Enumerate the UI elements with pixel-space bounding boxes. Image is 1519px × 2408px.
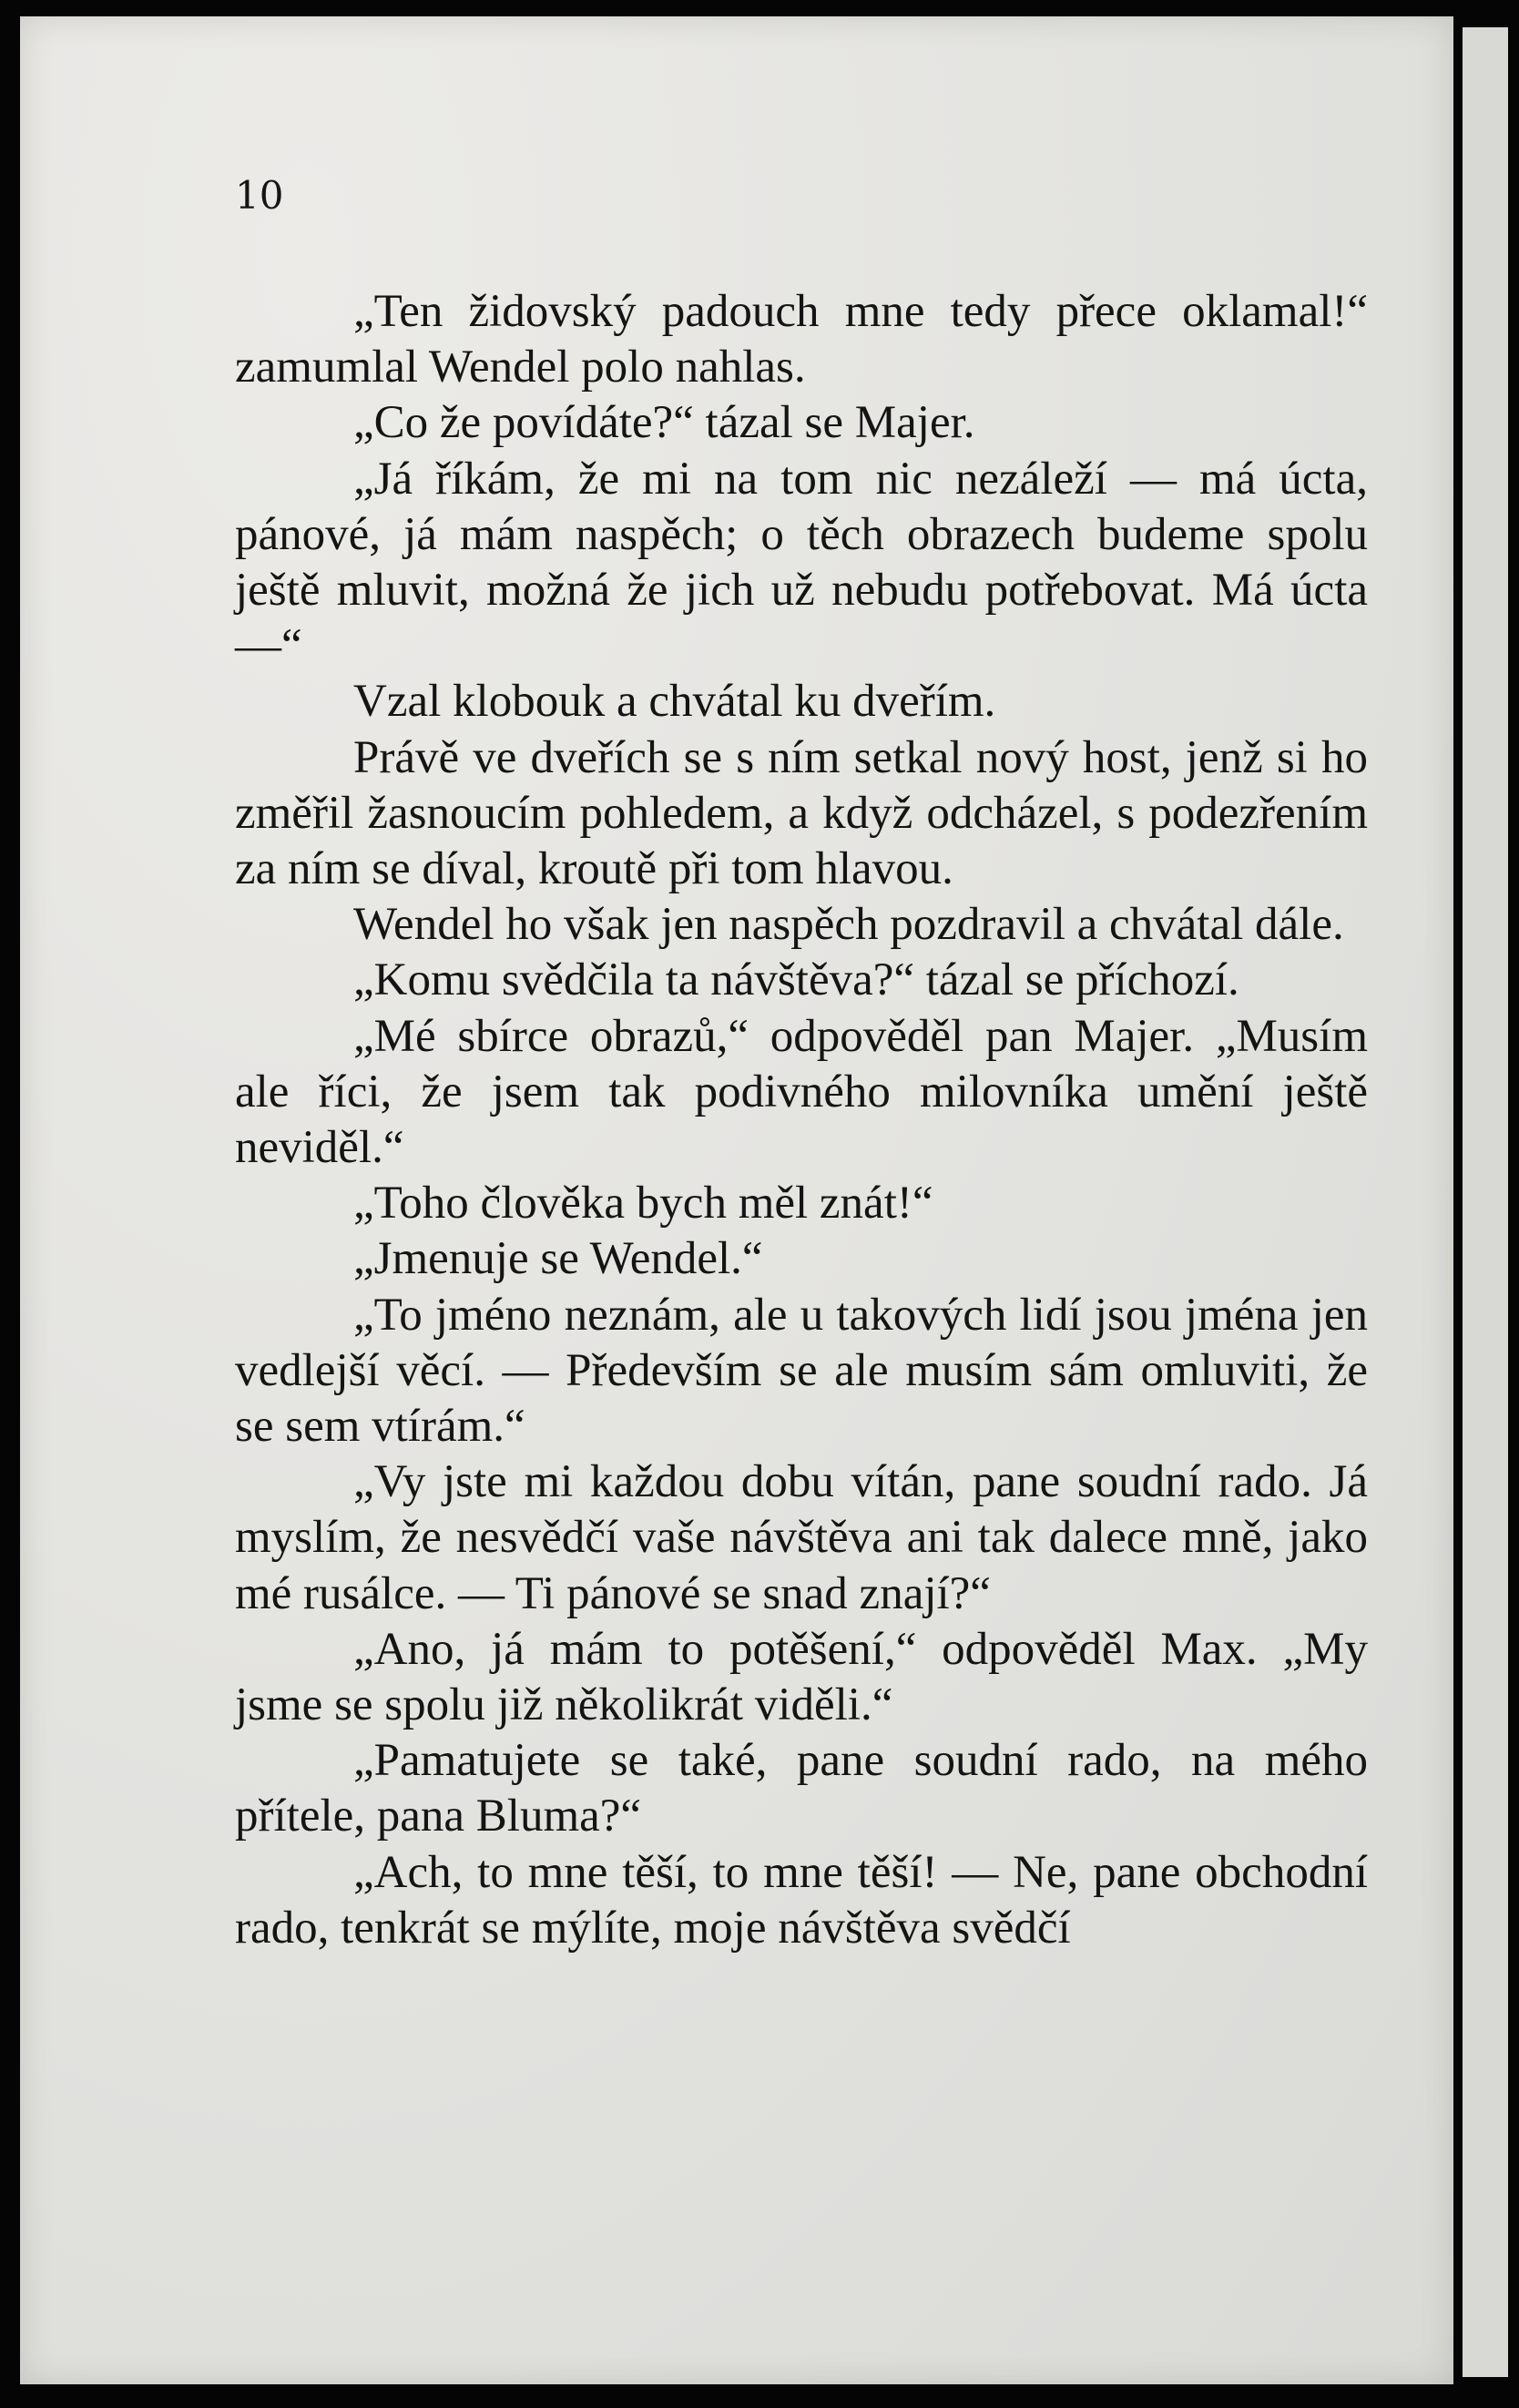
page-body <box>235 284 1368 1956</box>
paragraph: „Jmenuje se Wendel.“ <box>353 1233 763 1285</box>
paragraph: „Mé sbírce obrazů,“ odpověděl pan Majer. „Musím ale říci, že jsem tak podivného milovníka umění ještě neviděl.“ <box>235 1010 1368 1174</box>
paragraph: Právě ve dveřích se s ním setkal nový host, jenž si ho změřil žasnoucím pohledem, a když odcházel, s podezřením za ním se díval, kroutě při tom hlavou. <box>235 731 1368 895</box>
paragraph: „Vy jste mi každou dobu vítán, pane soudní rado. Já myslím, že nesvědčí vaše návštěva ani tak dalece mně, jako mé rusálce. — Ti pánové se snad znají?“ <box>235 1456 1368 1619</box>
paragraph: „Ach, to mne těší, to mne těší! — Ne, pane obchodní rado, tenkrát se mýlíte, moje návštěva svědčí <box>235 1846 1368 1954</box>
paragraph: „Pamatujete se také, pane soudní rado, na mého přítele, pana Bluma?“ <box>235 1735 1368 1842</box>
paragraph: Wendel ho však jen naspěch pozdravil a chvátal dále. <box>353 899 1344 951</box>
paragraph: „Komu svědčila ta návštěva?“ tázal se příchozí. <box>353 954 1239 1006</box>
paragraph: Vzal klobouk a chvátal ku dveřím. <box>353 676 996 728</box>
next-page-edge <box>1463 27 1508 2377</box>
page-number: 10 <box>235 173 284 218</box>
paragraph: „Co že povídáte?“ tázal se Majer. <box>353 397 975 449</box>
paragraph: „Toho člověka bych měl znát!“ <box>353 1178 933 1230</box>
paragraph: „Já říkám, že mi na tom nic nezáleží — má úcta, pánové, já mám naspěch; o těch obrazech budeme spolu ještě mluvit, možná že jich už nebudu potřebovat. Má úcta —“ <box>235 453 1368 672</box>
paragraph: „Ano, já mám to potěšení,“ odpověděl Max. „My jsme se spolu již několikrát viděli.“ <box>235 1623 1368 1731</box>
paragraph: „To jméno neznám, ale u takových lidí jsou jména jen vedlejší věcí. — Především se ale musím sám omluviti, že se sem vtírám.“ <box>235 1289 1368 1453</box>
paragraph: „Ten židovský padouch mne tedy přece oklamal!“ zamumlal Wendel polo nahlas. <box>235 286 1368 393</box>
